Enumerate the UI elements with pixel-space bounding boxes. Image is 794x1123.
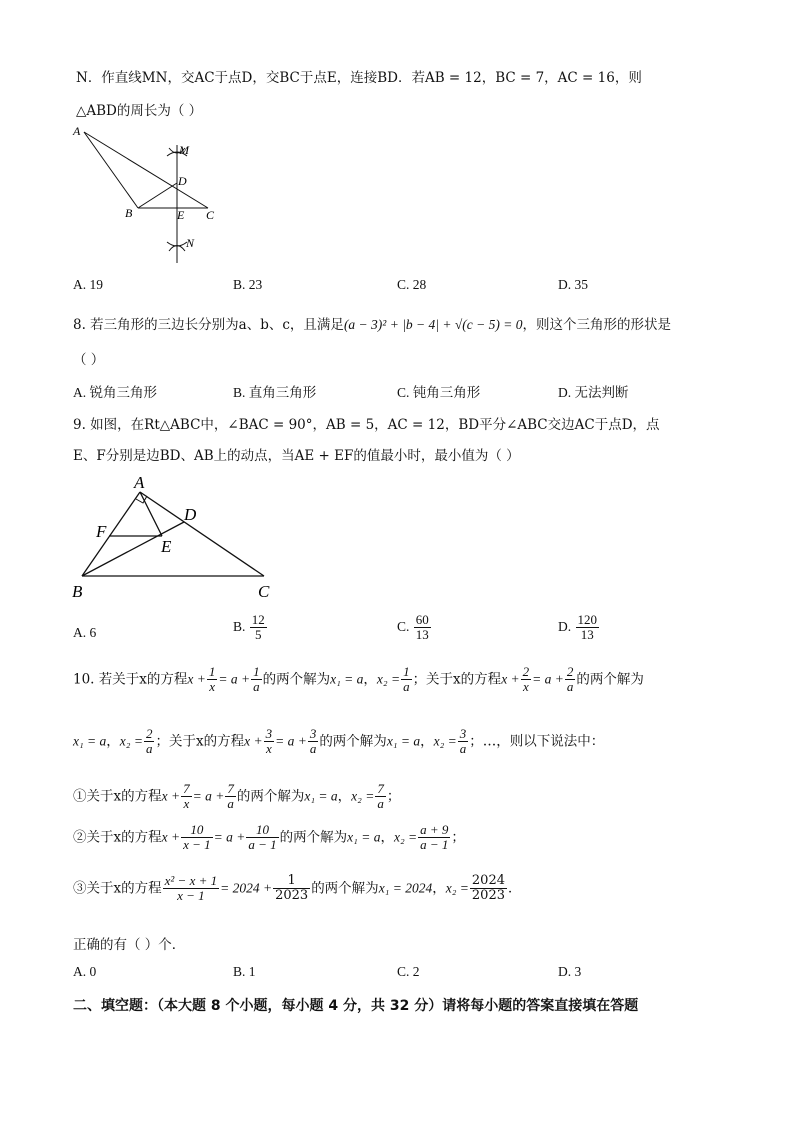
q9-option-a[interactable] — [73, 625, 96, 641]
math: = a + — [532, 671, 564, 687]
fraction — [250, 613, 267, 643]
q10-text: 的两个解为 — [279, 829, 348, 846]
q10-line2: x₁ = a，x₂ = $\frac{2}{a}$ ；关于x的方程x + $\frac{3}{x}$ = a + $\frac{3}{a}$ 的两个解为x₁ = a，x₂ = $\frac{3}{a}$ ；…，则以下说法中： — [73, 726, 605, 757]
fraction: $\frac{\text{x² − x + 1}}{x - 1}$ — [164, 873, 218, 904]
option-letter: A. — [73, 625, 87, 640]
q8-line1 — [73, 313, 671, 333]
fraction: $\frac{10}{a - 1}$ — [248, 822, 277, 853]
math: x₂ = — [119, 733, 143, 749]
fraction: $\frac{1}{x}$ — [208, 664, 216, 695]
q8-option-c[interactable]: C. 钝角三角形 — [397, 385, 481, 400]
math: x₂ = — [393, 829, 418, 845]
option-value: 6 — [89, 625, 97, 640]
q7-seg-ab — [84, 132, 138, 208]
fraction: $\frac{10}{x - 1}$ — [183, 822, 211, 853]
q7-label-b: B — [125, 206, 133, 220]
q10-text: ①关于x的方程 — [73, 788, 162, 805]
math: = a + — [213, 829, 246, 845]
fraction: $\frac{2024}{2023}$ — [471, 873, 505, 904]
denominator: 13 — [580, 627, 594, 643]
math: x + — [244, 733, 263, 749]
math: x₂ = — [376, 671, 401, 687]
math: x₁ = a — [304, 788, 338, 804]
q10-option-d[interactable]: D. 3 — [558, 964, 582, 979]
math: x₂ = — [433, 733, 457, 749]
math: x + — [161, 788, 181, 804]
fraction: $\frac{a + 9}{a - 1}$ — [420, 822, 449, 853]
math: = a + — [192, 788, 225, 804]
q9-label-d: D — [184, 505, 197, 524]
q7-label-e: E — [177, 208, 185, 222]
q10-text: ②关于x的方程 — [73, 829, 162, 846]
math: x₂ = — [351, 788, 375, 804]
q9-label-a: A — [134, 473, 145, 492]
q7-line2: △ABD的周长为（ ） — [76, 103, 203, 119]
fraction: $\frac{1}{2023}$ — [275, 873, 309, 904]
q7-seg-bd — [138, 183, 177, 208]
denominator: 13 — [415, 627, 429, 643]
q9-option-c[interactable] — [397, 613, 432, 643]
q9-option-b[interactable] — [233, 613, 268, 643]
q7-label-c: C — [206, 208, 215, 222]
q9-label-f: F — [96, 522, 107, 541]
fraction: $\frac{2}{a}$ — [145, 726, 153, 757]
q7-label-d: D — [178, 174, 187, 188]
q10-text: 的两个解为 — [311, 880, 379, 897]
q9-label-c: C — [258, 582, 270, 601]
q8-option-d[interactable]: D. 无法判断 — [558, 385, 629, 400]
q9-label-b: B — [72, 582, 83, 601]
q9-label-e: E — [161, 537, 172, 556]
option-letter: C. — [397, 618, 410, 634]
fraction: $\frac{2}{x}$ — [522, 664, 530, 695]
fraction — [576, 613, 600, 643]
q9-line2: E、F分别是边BD、AB上的动点，当AE + EF的值最小时，最小值为（ ） — [73, 448, 520, 464]
q10-text: 的两个解为 — [576, 671, 644, 688]
option-letter: D. — [558, 618, 572, 634]
numerator: 60 — [415, 612, 429, 627]
q9-seg-ac — [140, 492, 264, 576]
q10-text: ；关于x的方程 — [412, 671, 502, 688]
fraction: $\frac{3}{x}$ — [265, 726, 273, 757]
section2-heading: 二、填空题：（本大题 8 个小题，每小题 4 分，共 32 分）请将每小题的答案直接填在答题 — [73, 998, 639, 1014]
q10-statement-1: ①关于x的方程x + $\frac{7}{x}$ = a + $\frac{7}{a}$ 的两个解为x₁ = a，x₂ = $\frac{7}{a}$ ； — [73, 781, 401, 812]
q8-line2: （ ） — [73, 352, 105, 368]
numerator: 120 — [577, 612, 597, 627]
fraction — [414, 613, 431, 643]
q10-text: 的两个解为 — [236, 788, 305, 805]
math: = a + — [275, 733, 307, 749]
q10-text: ；关于x的方程 — [155, 733, 245, 750]
fraction: $\frac{3}{a}$ — [459, 726, 467, 757]
fraction: $\frac{1}{a}$ — [253, 664, 260, 695]
q9-option-d[interactable] — [558, 613, 600, 643]
q7-label-a: A — [73, 124, 81, 138]
fraction: $\frac{7}{x}$ — [183, 781, 190, 812]
q8-stem-pre: 8. 若三角形的三边长分别为a、b、c，且满足 — [73, 317, 344, 333]
q10-text: 的两个解为 — [319, 733, 387, 750]
q9-line1: 9. 如图，在Rt△ABC中，∠BAC = 90°，AB = 5，AC = 12，BD平分∠ABC交边AC于点D，点 — [73, 417, 660, 433]
fraction: $\frac{2}{a}$ — [566, 664, 574, 695]
math: x₁ = 2024 — [378, 880, 433, 896]
q10-line1: 10. 若关于x的方程x + $\frac{1}{x}$ = a + $\frac{1}{a}$ 的两个解为x₁ = a，x₂ = $\frac{1}{a}$ ；关于x的方程x + $\frac{2}{x}$ = a + $\frac{2}{a}$ 的两个解为 — [73, 664, 644, 695]
q10-text: 10. 若关于x的方程 — [73, 671, 188, 688]
math: x₂ = — [445, 880, 469, 896]
q7-option-a[interactable]: A. 19 — [73, 277, 103, 292]
math: = a + — [218, 671, 251, 687]
numerator: 12 — [251, 612, 265, 627]
q10-text: ③关于x的方程 — [73, 880, 162, 897]
fraction: $\frac{3}{a}$ — [309, 726, 317, 757]
q9-figure — [66, 470, 286, 605]
q10-option-a[interactable]: A. 0 — [73, 964, 97, 979]
q10-text: ；…，则以下说法中： — [469, 733, 605, 750]
fraction: $\frac{7}{a}$ — [227, 781, 234, 812]
math: x₁ = a — [330, 671, 364, 687]
q8-option-a[interactable]: A. 锐角三角形 — [73, 385, 157, 400]
q7-seg-ac — [84, 132, 208, 208]
denominator: 5 — [255, 627, 262, 643]
q10-option-b[interactable]: B. 1 — [233, 964, 256, 979]
q7-option-b[interactable]: B. 23 — [233, 277, 263, 292]
math: x + — [161, 829, 181, 845]
math: x₁ = a — [347, 829, 381, 845]
q10-statement-2: ②关于x的方程x + $\frac{10}{x - 1}$ = a + $\frac{10}{a - 1}$ 的两个解为x₁ = a，x₂ = $\frac{a + 9}{a - 1}$ ； — [73, 822, 465, 853]
q9-seg-ae — [140, 492, 162, 536]
q7-label-n: N — [186, 236, 195, 250]
q8-option-b[interactable]: B. 直角三角形 — [233, 385, 317, 400]
option-letter: B. — [233, 618, 246, 634]
q7-label-m: M — [179, 143, 189, 157]
q10-text: 的两个解为 — [262, 671, 331, 688]
q9-seg-ab — [82, 492, 140, 576]
q10-statement-3: ③关于x的方程 $\frac{\text{x² − x + 1}}{x - 1}$ = 2024 + $\frac{1}{2023}$ 的两个解为x₁ = 2024，x₂ = $\frac{2024}{2023}$ ． — [73, 873, 522, 904]
q8-stem-post: ，则这个三角形的形状是 — [522, 317, 671, 333]
math: x₁ = a — [386, 733, 421, 749]
math: = 2024 + — [220, 880, 273, 896]
math: x + — [187, 671, 206, 687]
math: x + — [501, 671, 520, 687]
q10-correct-count: 正确的有（ ）个． — [73, 937, 186, 953]
fraction: $\frac{1}{a}$ — [403, 664, 410, 695]
math: x₁ = a — [73, 733, 107, 749]
fraction: $\frac{7}{a}$ — [377, 781, 384, 812]
q7-option-c[interactable]: C. 28 — [397, 277, 427, 292]
q7-line1: N．作直线MN，交AC于点D，交BC于点E，连接BD．若AB = 12，BC = 7，AC = 16，则 — [76, 70, 642, 86]
q7-option-d[interactable]: D. 35 — [558, 277, 588, 292]
q10-option-c[interactable]: C. 2 — [397, 964, 420, 979]
q8-expression: (a − 3)² + |b − 4| + √(c − 5) = 0 — [343, 317, 523, 332]
q7-figure — [66, 120, 236, 270]
